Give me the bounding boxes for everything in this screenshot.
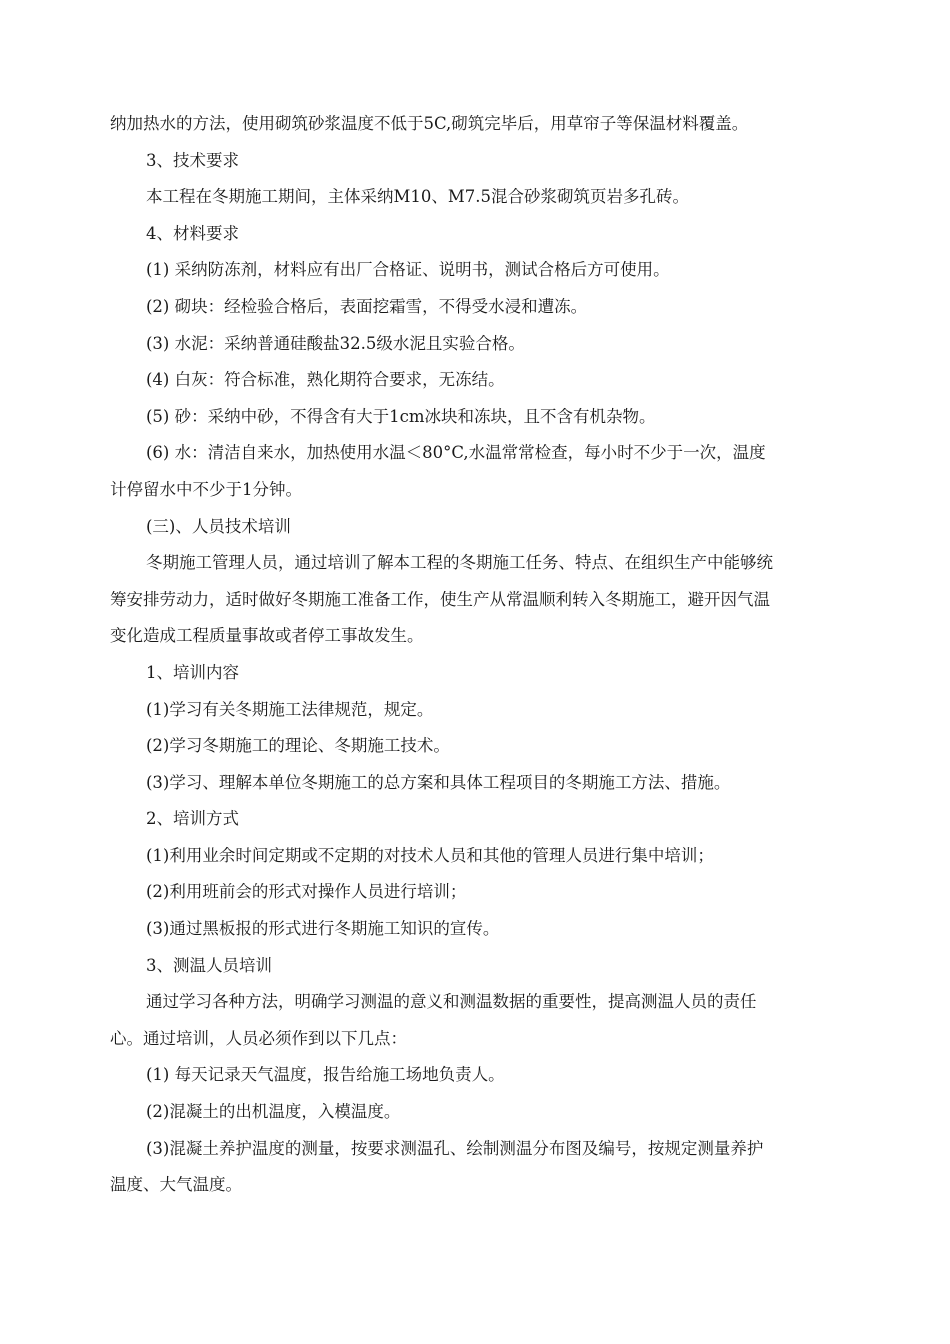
text-line: (4) 白灰：符合标准，熟化期符合要求，无冻结。 <box>146 370 505 390</box>
text-line: 本工程在冬期施工期间，主体采纳M10、M7.5混合砂浆砌筑页岩多孔砖。 <box>146 187 690 207</box>
text-line: (2)学习冬期施工的理论、冬期施工技术。 <box>146 736 450 756</box>
text-line: 心。通过培训，人员必须作到以下几点： <box>110 1028 407 1048</box>
document-page <box>110 106 852 1204</box>
text-line: 计停留水中不少于1分钟。 <box>110 479 302 499</box>
text-line: 变化造成工程质量事故或者停工事故发生。 <box>110 626 424 646</box>
text-line: (1)学习有关冬期施工法律规范，规定。 <box>146 699 434 719</box>
text-line: (3)学习、理解本单位冬期施工的总方案和具体工程项目的冬期施工方法、措施。 <box>146 772 731 792</box>
text-line: (3)混凝土养护温度的测量，按要求测温孔、绘制测温分布图及编号，按规定测量养护 <box>146 1138 764 1158</box>
text-line: 冬期施工管理人员，通过培训了解本工程的冬期施工任务、特点、在组织生产中能够统 <box>146 553 773 573</box>
text-line: (6) 水：清洁自来水，加热使用水温＜80°C,水温常常检查，每小时不少于一次，温度 <box>146 443 766 463</box>
text-line: (3)通过黑板报的形式进行冬期施工知识的宣传。 <box>146 919 500 939</box>
text-line: 2、培训方式 <box>146 809 239 829</box>
text-line: 通过学习各种方法，明确学习测温的意义和测温数据的重要性，提高测温人员的责任 <box>146 992 757 1012</box>
text-line: (三)、人员技术培训 <box>146 516 291 536</box>
text-line: 温度、大气温度。 <box>110 1175 242 1195</box>
text-line: 1、培训内容 <box>146 662 239 682</box>
text-line: 3、技术要求 <box>146 150 239 170</box>
text-line: 3、测温人员培训 <box>146 955 272 975</box>
text-line: (2)混凝土的出机温度，入模温度。 <box>146 1102 401 1122</box>
text-line: (2) 砌块：经检验合格后，表面挖霜雪，不得受水浸和遭冻。 <box>146 296 588 316</box>
text-line: (2)利用班前会的形式对操作人员进行培训； <box>146 882 467 902</box>
text-line: (5) 砂：采纳中砂，不得含有大于1cm冰块和冻块，且不含有机杂物。 <box>146 406 656 426</box>
text-line: 纳加热水的方法，使用砌筑砂浆温度不低于5C,砌筑完毕后，用草帘子等保温材料覆盖。 <box>110 114 749 133</box>
text-line: (1) 采纳防冻剂，材料应有出厂合格证、说明书，测试合格后方可使用。 <box>146 260 670 280</box>
text-line: (3) 水泥：采纳普通硅酸盐32.5级水泥且实验合格。 <box>146 333 525 353</box>
text-line: (1)利用业余时间定期或不定期的对技术人员和其他的管理人员进行集中培训； <box>146 845 714 865</box>
text-line: (1) 每天记录天气温度，报告给施工场地负责人。 <box>146 1065 505 1085</box>
text-line: 筹安排劳动力，适时做好冬期施工准备工作，使生产从常温顺利转入冬期施工，避开因气温 <box>110 589 770 609</box>
text-line: 4、材料要求 <box>146 223 239 243</box>
